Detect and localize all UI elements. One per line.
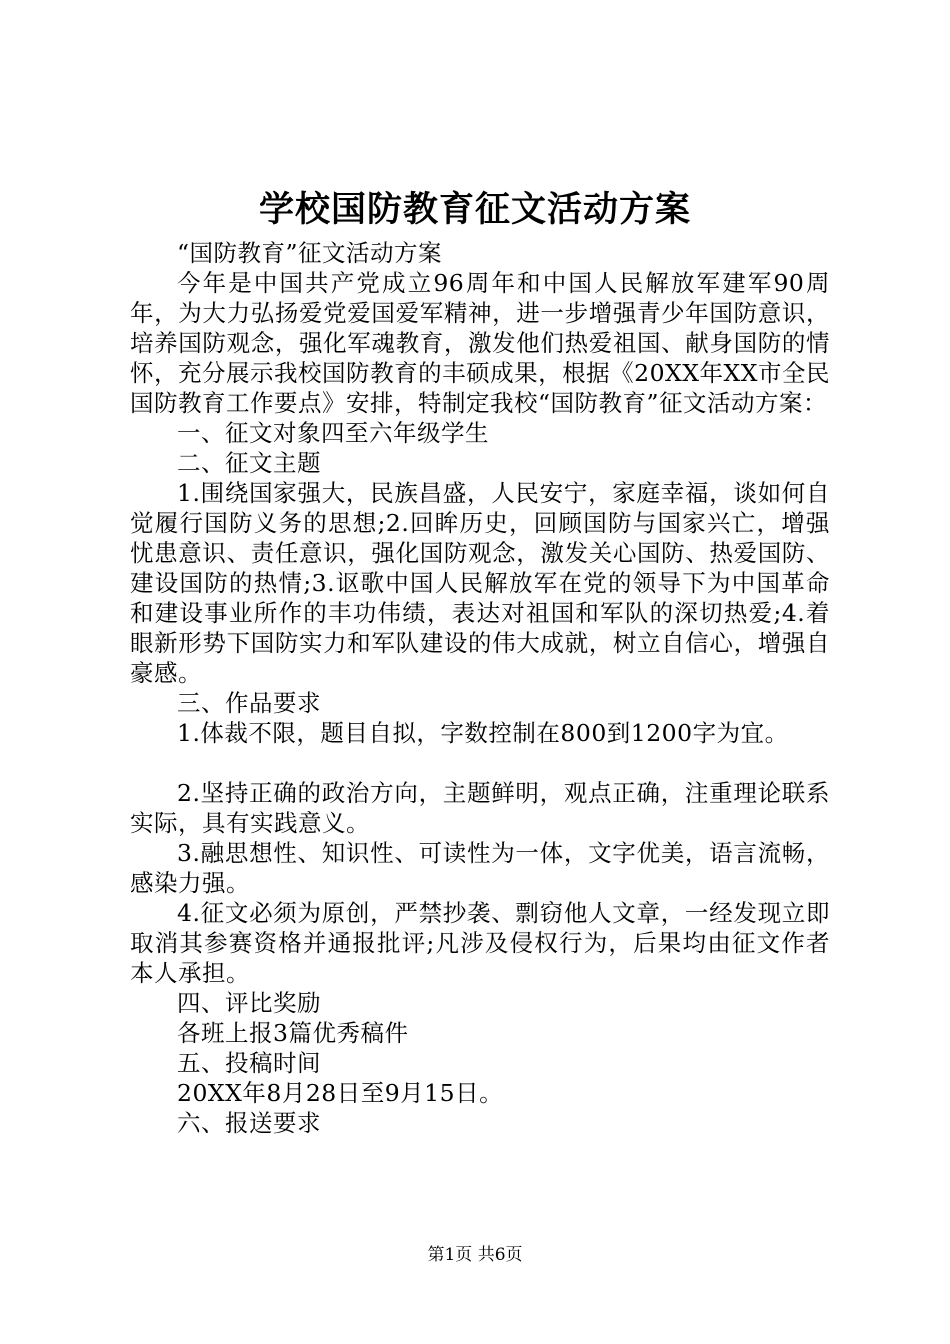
section-heading-deadline: 五、投稿时间 bbox=[177, 1049, 321, 1077]
document-title: 学校国防教育征文活动方案 bbox=[258, 189, 691, 230]
section-heading-theme: 二、征文主题 bbox=[177, 449, 321, 477]
paragraph-requirement-3: 3.融思想性、知识性、可读性为一体，文字优美，语言流畅，感染力强。 bbox=[130, 839, 830, 897]
paragraph-requirement-2: 2.坚持正确的政治方向，主题鲜明，观点正确，注重理论联系实际，具有实践意义。 bbox=[130, 779, 830, 837]
document-body bbox=[130, 238, 830, 1138]
paragraph-requirement-4: 4.征文必须为原创，严禁抄袭、剽窃他人文章，一经发现立即取消其参赛资格并通报批评;凡涉及侵权行为，后果均由征文作者本人承担。 bbox=[130, 899, 830, 987]
section-heading-requirements: 三、作品要求 bbox=[177, 689, 321, 717]
paragraph-subtitle: “国防教育”征文活动方案 bbox=[177, 239, 443, 267]
section-heading-submission: 六、报送要求 bbox=[177, 1109, 321, 1137]
section-heading-awards: 四、评比奖励 bbox=[177, 989, 321, 1017]
page-footer: 第1页 共6页 bbox=[427, 1245, 523, 1265]
paragraph-awards: 各班上报3篇优秀稿件 bbox=[177, 1019, 409, 1047]
paragraph-intro: 今年是中国共产党成立96周年和中国人民解放军建军90周年，为大力弘扬爱党爱国爱军精神，进一步增强青少年国防意识，培养国防观念，强化军魂教育，激发他们热爱祖国、献身国防的情怀，充分展示我校国防教育的丰硕成果，根据《20XX年XX市全民国防教育工作要点》安排，特制定我校“国防教育”征文活动方案： bbox=[130, 269, 830, 417]
paragraph-requirement-1: 1.体裁不限，题目自拟，字数控制在800到1200字为宜。 bbox=[177, 719, 789, 747]
paragraph-deadline: 20XX年8月28日至9月15日。 bbox=[177, 1079, 504, 1107]
paragraph-theme: 1.围绕国家强大，民族昌盛，人民安宁，家庭幸福，谈如何自觉履行国防义务的思想;2.回眸历史，回顾国防与国家兴亡，增强忧患意识、责任意识，强化国防观念，激发关心国防、热爱国防、建设国防的热情;3.讴歌中国人民解放军在党的领导下为中国革命和建设事业所作的丰功伟绩，表达对祖国和军队的深切热爱;4.着眼新形势下国防实力和军队建设的伟大成就，树立自信心，增强自豪感。 bbox=[130, 479, 830, 687]
section-heading-target: 一、征文对象四至六年级学生 bbox=[177, 419, 489, 447]
